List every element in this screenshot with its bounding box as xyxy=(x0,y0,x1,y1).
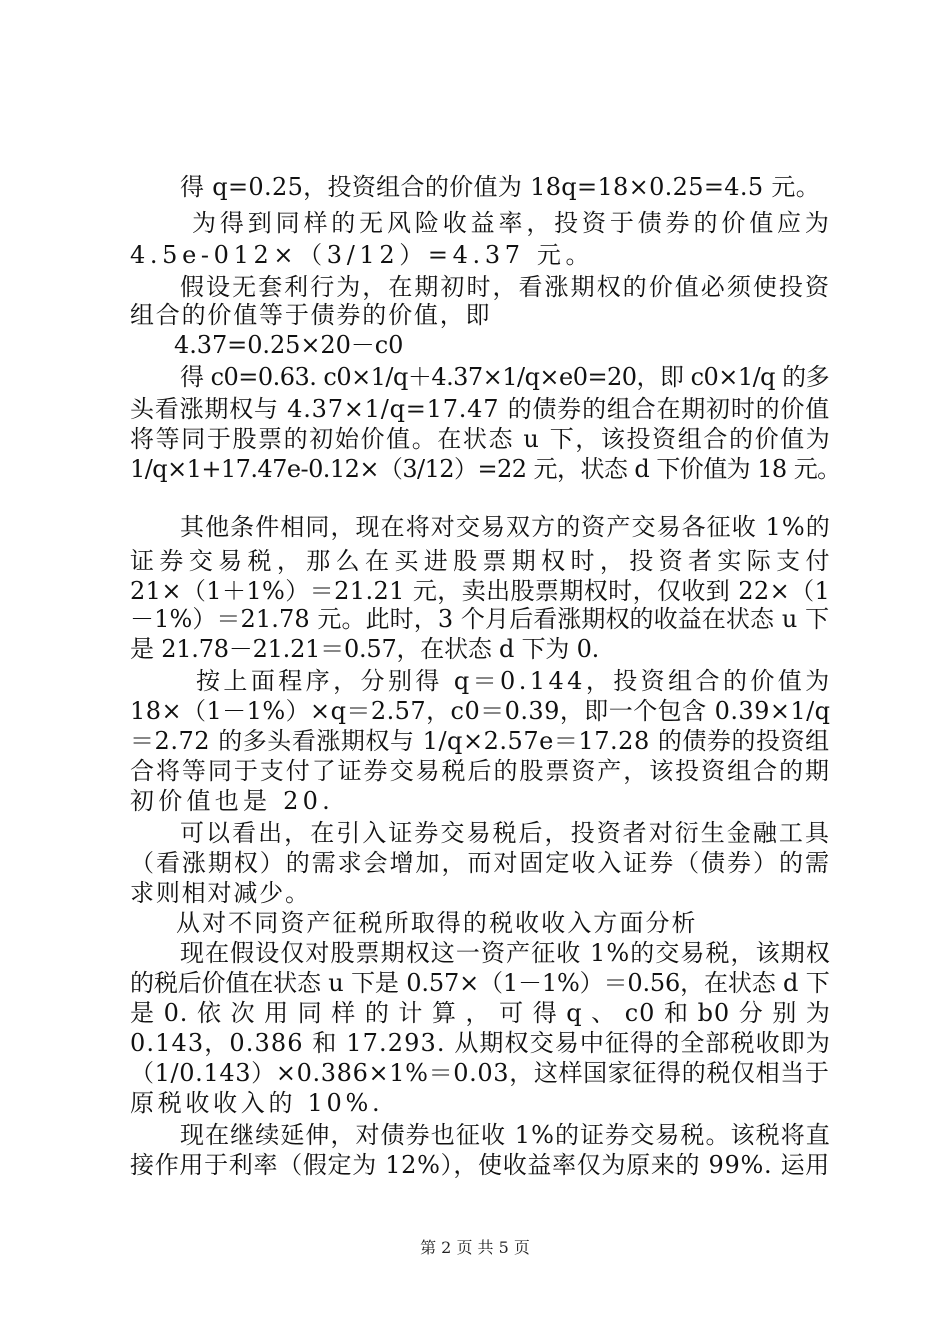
paragraph-line: 现在继续延伸，对债券也征收 1%的证券交易税。该税将直 xyxy=(180,1121,831,1149)
paragraph-line: －1%）＝21.78 元。此时，3 个月后看涨期权的收益在状态 u 下 xyxy=(130,605,830,633)
paragraph-line: 为得到同样的无风险收益率，投资于债券的价值应为 xyxy=(192,209,833,237)
paragraph-line: 得 c0=0.63. c0×1/q＋4.37×1/q×e0=20，即 c0×1/q 的多 xyxy=(180,363,830,391)
paragraph-line: 原税收收入的 10%. xyxy=(130,1089,384,1117)
paragraph-line: 其他条件相同，现在将对交易双方的资产交易各征收 1%的 xyxy=(180,513,831,541)
paragraph-line: （看涨期权）的需求会增加，而对固定收入证券（债券）的需 xyxy=(130,849,831,877)
paragraph-line: 组合的价值等于债券的价值，即 xyxy=(130,301,492,329)
paragraph-line: 1/q×1+17.47e-0.12×（3/12）=22 元，状态 d 下价值为 18 元。 xyxy=(130,455,841,483)
page-number-footer: 第 2 页 共 5 页 xyxy=(420,1238,530,1257)
paragraph-line: 0.143，0.386 和 17.293. 从期权交易中征得的全部税收即为 xyxy=(130,1029,831,1057)
paragraph-line: 4.37=0.25×20－c0 xyxy=(174,331,404,359)
paragraph-line: 接作用于利率（假定为 12%），使收益率仅为原来的 99%. 运用 xyxy=(130,1151,830,1179)
paragraph-line: （1/0.143）×0.386×1%＝0.03，这样国家征得的税仅相当于 xyxy=(130,1059,830,1087)
paragraph-line: 将等同于股票的初始价值。在状态 u 下，该投资组合的价值为 xyxy=(130,425,832,453)
paragraph-line: 现在假设仅对股票期权这一资产征收 1%的交易税，该期权 xyxy=(180,939,831,967)
paragraph-line: 得 q=0.25，投资组合的价值为 18q=18×0.25=4.5 元。 xyxy=(180,173,821,201)
paragraph-line: 18×（1－1%）×q＝2.57，c0＝0.39，即一个包含 0.39×1/q xyxy=(130,697,831,725)
paragraph-line: 可以看出，在引入证券交易税后，投资者对衍生金融工具 xyxy=(180,819,831,847)
paragraph-line: 按上面程序，分别得 q＝0.144，投资组合的价值为 xyxy=(196,667,833,695)
paragraph-line: 从对不同资产征税所取得的税收收入方面分析 xyxy=(176,909,698,937)
paragraph-line: 求则相对减少。 xyxy=(130,879,311,907)
paragraph-line: 证券交易税，那么在买进股票期权时，投资者实际支付 xyxy=(130,547,835,575)
paragraph-line: 是 0. 依 次 用 同 样 的 计 算 ， 可 得 q 、 c0 和 b0 分 别 为 xyxy=(130,999,831,1027)
paragraph-line: 初价值也是 20. xyxy=(130,787,335,815)
paragraph-line: ＝2.72 的多头看涨期权与 1/q×2.57e＝17.28 的债券的投资组 xyxy=(130,727,830,755)
paragraph-line: 4.5e-012×（3/12）=4.37 元。 xyxy=(130,241,595,269)
paragraph-line: 的税后价值在状态 u 下是 0.57×（1－1%）＝0.56，在状态 d 下 xyxy=(130,969,830,997)
paragraph-line: 合将等同于支付了证券交易税后的股票资产，该投资组合的期 xyxy=(130,757,831,785)
paragraph-line: 21×（1＋1%）＝21.21 元，卖出股票期权时，仅收到 22×（1 xyxy=(130,577,831,605)
paragraph-line: 头看涨期权与 4.37×1/q=17.47 的债券的组合在期初时的价值 xyxy=(130,395,830,423)
paragraph-line: 是 21.78－21.21＝0.57，在状态 d 下为 0. xyxy=(130,635,600,663)
paragraph-line: 假设无套利行为，在期初时，看涨期权的价值必须使投资 xyxy=(180,273,831,301)
